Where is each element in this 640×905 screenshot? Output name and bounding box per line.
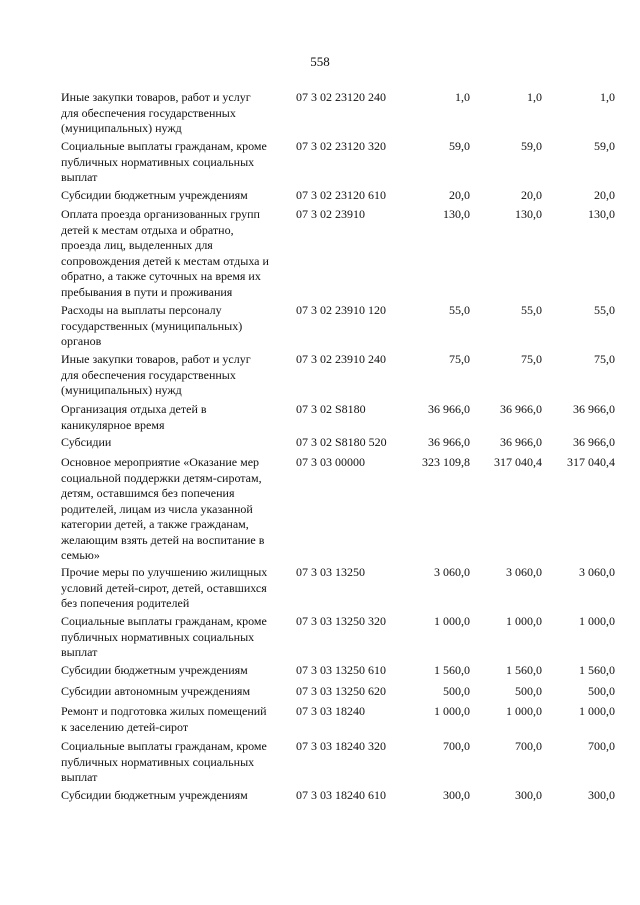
row-value-1: 36 966,0	[428, 435, 470, 449]
row-value-1: 1 000,0	[434, 614, 470, 628]
row-name: Иные закупки товаров, работ и услуг для обеспечения государственных (муниципальных) нужд	[61, 352, 251, 397]
row-code: 07 3 03 13250 320	[296, 614, 386, 628]
row-name: Оплата проезда организованных групп детей к местам отдыха и обратно, проезда лиц, выделенных для сопровождения детей к местам отдыха и обратно, а также суточных на время их пребывания в пути и проживания	[61, 207, 269, 299]
row-value-1: 130,0	[443, 207, 470, 221]
row-value-2: 700,0	[515, 739, 542, 753]
row-value-3: 1 000,0	[579, 704, 615, 718]
row-code: 07 3 03 13250 610	[296, 663, 386, 677]
row-code: 07 3 03 00000	[296, 455, 365, 469]
row-value-2: 59,0	[521, 139, 542, 153]
row-value-3: 130,0	[588, 207, 615, 221]
row-value-2: 1 000,0	[506, 704, 542, 718]
row-code: 07 3 02 S8180	[296, 402, 366, 416]
row-value-2: 1,0	[527, 90, 542, 104]
row-value-1: 1 000,0	[434, 704, 470, 718]
row-code: 07 3 03 13250	[296, 565, 365, 579]
row-value-1: 1,0	[455, 90, 470, 104]
row-value-1: 59,0	[449, 139, 470, 153]
row-value-3: 36 966,0	[573, 435, 615, 449]
row-value-3: 75,0	[594, 352, 615, 366]
row-name: Субсидии бюджетным учреждениям	[61, 663, 248, 677]
row-name: Субсидии бюджетным учреждениям	[61, 188, 248, 202]
row-value-3: 1 560,0	[579, 663, 615, 677]
row-code: 07 3 03 18240	[296, 704, 365, 718]
row-name: Социальные выплаты гражданам, кроме публичных нормативных социальных выплат	[61, 139, 267, 184]
row-code: 07 3 02 23910 120	[296, 303, 386, 317]
row-value-2: 500,0	[515, 684, 542, 698]
row-value-2: 1 000,0	[506, 614, 542, 628]
row-name: Расходы на выплаты персоналу государственных (муниципальных) органов	[61, 303, 243, 348]
row-value-3: 1 000,0	[579, 614, 615, 628]
row-value-2: 3 060,0	[506, 565, 542, 579]
row-name: Ремонт и подготовка жилых помещений к заселению детей-сирот	[61, 704, 267, 734]
row-value-2: 1 560,0	[506, 663, 542, 677]
row-code: 07 3 02 S8180 520	[296, 435, 387, 449]
row-value-1: 20,0	[449, 188, 470, 202]
row-value-1: 55,0	[449, 303, 470, 317]
row-value-3: 20,0	[594, 188, 615, 202]
row-value-2: 75,0	[521, 352, 542, 366]
row-code: 07 3 03 18240 610	[296, 788, 386, 802]
row-name: Социальные выплаты гражданам, кроме публичных нормативных социальных выплат	[61, 614, 267, 659]
row-value-1: 323 109,8	[422, 455, 470, 469]
row-value-2: 20,0	[521, 188, 542, 202]
row-code: 07 3 02 23910	[296, 207, 365, 221]
row-value-1: 36 966,0	[428, 402, 470, 416]
row-value-3: 1,0	[600, 90, 615, 104]
row-value-3: 500,0	[588, 684, 615, 698]
row-code: 07 3 02 23120 240	[296, 90, 386, 104]
row-value-1: 75,0	[449, 352, 470, 366]
row-value-3: 55,0	[594, 303, 615, 317]
row-code: 07 3 02 23120 610	[296, 188, 386, 202]
row-value-1: 700,0	[443, 739, 470, 753]
row-value-3: 700,0	[588, 739, 615, 753]
row-code: 07 3 02 23120 320	[296, 139, 386, 153]
row-name: Субсидии автономным учреждениям	[61, 684, 251, 698]
row-code: 07 3 03 13250 620	[296, 684, 386, 698]
row-value-3: 300,0	[588, 788, 615, 802]
row-value-2: 317 040,4	[494, 455, 542, 469]
row-value-1: 500,0	[443, 684, 470, 698]
row-value-2: 300,0	[515, 788, 542, 802]
row-name: Субсидии бюджетным учреждениям	[61, 788, 248, 802]
row-name: Основное мероприятие «Оказание мер социальной поддержки детям-сиротам, детям, оставшимся без попечения родителей, лицам из числа указанной категории детей, а также гражданам, желающим взять детей на воспитание в семью»	[61, 455, 265, 562]
row-code: 07 3 03 18240 320	[296, 739, 386, 753]
row-value-3: 36 966,0	[573, 402, 615, 416]
row-name: Социальные выплаты гражданам, кроме публичных нормативных социальных выплат	[61, 739, 267, 784]
row-value-1: 3 060,0	[434, 565, 470, 579]
page-number: 558	[310, 54, 330, 69]
row-value-3: 317 040,4	[567, 455, 615, 469]
row-value-3: 3 060,0	[579, 565, 615, 579]
row-name: Прочие меры по улучшению жилищных условий детей-сирот, детей, оставшихся без попечения родителей	[61, 565, 268, 610]
row-name: Иные закупки товаров, работ и услуг для обеспечения государственных (муниципальных) нужд	[61, 90, 251, 135]
row-name: Субсидии	[61, 435, 112, 449]
row-value-1: 1 560,0	[434, 663, 470, 677]
row-name: Организация отдыха детей в каникулярное время	[61, 402, 207, 432]
row-value-2: 36 966,0	[500, 402, 542, 416]
row-value-3: 59,0	[594, 139, 615, 153]
row-value-2: 36 966,0	[500, 435, 542, 449]
row-value-2: 130,0	[515, 207, 542, 221]
row-value-1: 300,0	[443, 788, 470, 802]
row-code: 07 3 02 23910 240	[296, 352, 386, 366]
row-value-2: 55,0	[521, 303, 542, 317]
